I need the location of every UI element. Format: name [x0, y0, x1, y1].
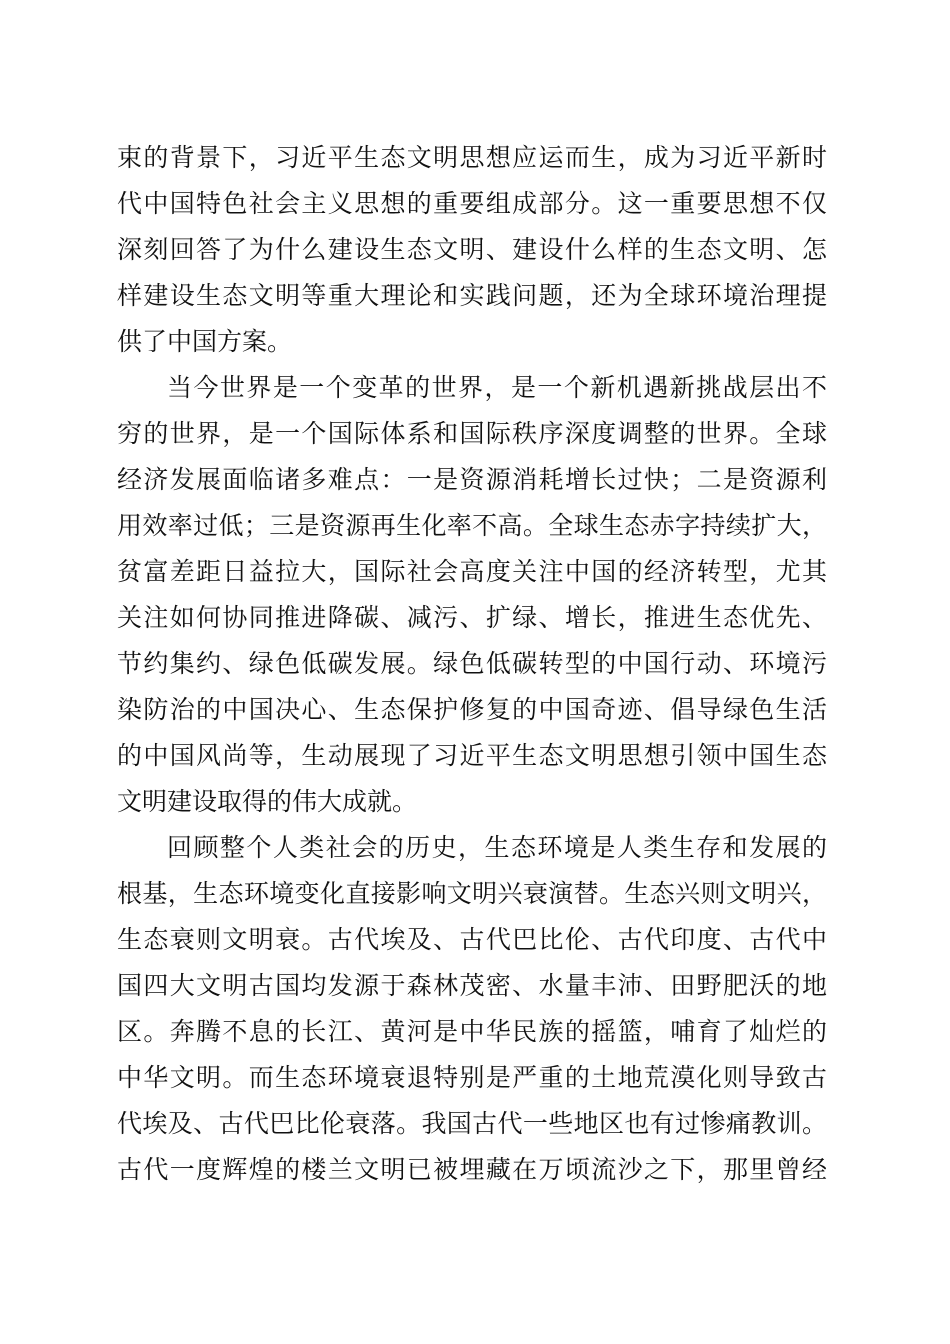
text-line: 深刻回答了为什么建设生态文明、建设什么样的生态文明、怎 — [117, 235, 827, 264]
paragraph-first-line: 回顾整个人类社会的历史，生态环境是人类生存和发展的 — [167, 833, 827, 862]
text-line: 束的背景下，习近平生态文明思想应运而生，成为习近平新时 — [117, 143, 827, 172]
text-line: 的中国风尚等，生动展现了习近平生态文明思想引领中国生态 — [117, 741, 827, 770]
paragraph-first-line: 当今世界是一个变革的世界，是一个新机遇新挑战层出不 — [167, 373, 827, 402]
text-line: 贫富差距日益拉大，国际社会高度关注中国的经济转型，尤其 — [117, 557, 827, 586]
text-line: 供了中国方案。 — [117, 327, 293, 356]
text-line: 穷的世界，是一个国际体系和国际秩序深度调整的世界。全球 — [117, 419, 827, 448]
text-line: 节约集约、绿色低碳发展。绿色低碳转型的中国行动、环境污 — [117, 649, 827, 678]
text-line: 样建设生态文明等重大理论和实践问题，还为全球环境治理提 — [117, 281, 827, 310]
text-line: 古代一度辉煌的楼兰文明已被埋藏在万顷流沙之下，那里曾经 — [117, 1155, 827, 1184]
text-line: 根基，生态环境变化直接影响文明兴衰演替。生态兴则文明兴， — [117, 879, 827, 908]
text-line: 代中国特色社会主义思想的重要组成部分。这一重要思想不仅 — [117, 189, 827, 218]
text-line: 中华文明。而生态环境衰退特别是严重的土地荒漠化则导致古 — [117, 1063, 827, 1092]
text-line: 代埃及、古代巴比伦衰落。我国古代一些地区也有过惨痛教训。 — [117, 1109, 827, 1138]
text-line: 文明建设取得的伟大成就。 — [117, 787, 418, 816]
text-line: 用效率过低；三是资源再生化率不高。全球生态赤字持续扩大， — [117, 511, 827, 540]
text-line: 经济发展面临诸多难点：一是资源消耗增长过快；二是资源利 — [117, 465, 827, 494]
text-line: 关注如何协同推进降碳、减污、扩绿、增长，推进生态优先、 — [117, 603, 827, 632]
text-line: 生态衰则文明衰。古代埃及、古代巴比伦、古代印度、古代中 — [117, 925, 827, 954]
text-line: 染防治的中国决心、生态保护修复的中国奇迹、倡导绿色生活 — [117, 695, 827, 724]
text-line: 国四大文明古国均发源于森林茂密、水量丰沛、田野肥沃的地 — [117, 971, 827, 1000]
text-line: 区。奔腾不息的长江、黄河是中华民族的摇篮，哺育了灿烂的 — [117, 1017, 827, 1046]
